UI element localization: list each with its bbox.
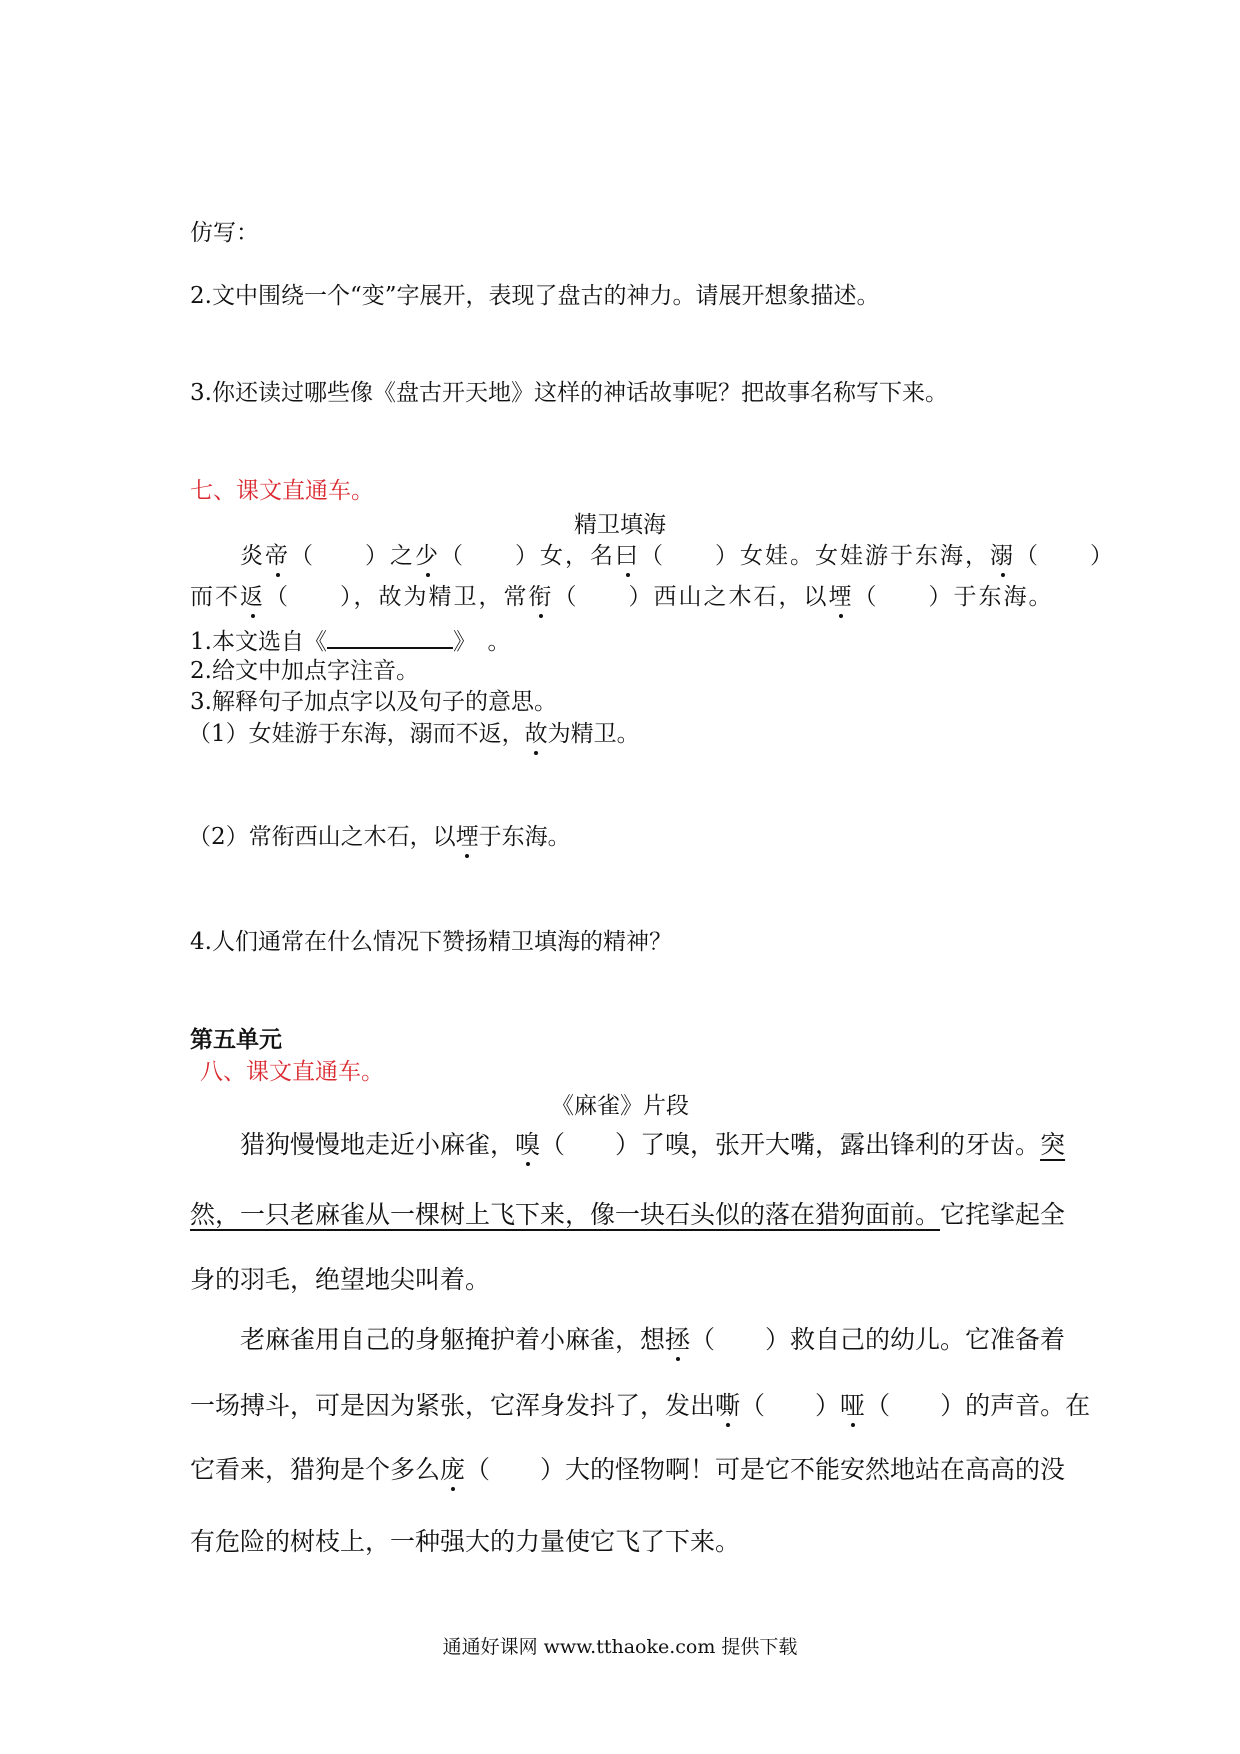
dotted-char: 拯 (665, 1325, 691, 1354)
sec7-question-3-2: （2）常衔西山之木石，以堙于东海。 (188, 824, 571, 850)
sec7-question-3-1: （1）女娃游于东海，溺而不返，故为精卫。 (188, 721, 640, 747)
section-7-title: 七、课文直通车。 (190, 478, 374, 504)
dotted-char: 故 (524, 721, 548, 747)
dotted-char: 嘶 (715, 1391, 741, 1420)
maque-p1-line-3: 身的羽毛，绝望地尖叫着。 (190, 1265, 491, 1294)
passage-title-jingwei: 精卫填海 (574, 512, 666, 538)
dotted-char: 少 (415, 543, 440, 569)
dotted-char: 曰 (615, 543, 640, 569)
sec7-question-3: 3.解释句子加点字以及句子的意思。 (190, 689, 557, 715)
maque-p2-line-2: 一场搏斗，可是因为紧张，它浑身发抖了，发出嘶（ ）哑（ ）的声音。在 (190, 1391, 1091, 1420)
maque-p1-line-2: 然，一只老麻雀从一棵树上飞下来，像一块石头似的落在猎狗面前。它挓挲起全 (190, 1200, 1066, 1229)
sec7-question-1: 1.本文选自《 》 。 (190, 625, 510, 657)
question-2: 2.文中围绕一个“变”字展开，表现了盘古的神力。请展开想象描述。 (190, 283, 880, 309)
maque-p2-line-3: 它看来，猎狗是个多么庞（ ）大的怪物啊！可是它不能安然地站在高高的没 (190, 1455, 1066, 1484)
classical-text-line-1: 炎帝（ ）之少（ ）女，名曰（ ）女娃。女娃游于东海，溺（ ） (240, 543, 1115, 569)
dotted-char: 溺 (990, 543, 1015, 569)
dotted-char: 堙 (828, 584, 854, 610)
answer-blank[interactable] (327, 625, 453, 649)
imitation-label: 仿写： (190, 220, 259, 246)
dotted-char: 庞 (440, 1455, 466, 1484)
footer-credit: 通通好课网 www.tthaoke.com 提供下载 (442, 1636, 798, 1658)
dotted-char: 堙 (455, 824, 479, 850)
passage-title-maque: 《麻雀》片段 (551, 1093, 689, 1119)
sec7-question-4: 4.人们通常在什么情况下赞扬精卫填海的精神？ (190, 929, 672, 955)
underlined-sentence: 然，一只老麻雀从一棵树上飞下来，像一块石头似的落在猎狗面前。 (190, 1200, 941, 1229)
dotted-char: 哑 (840, 1391, 866, 1420)
dotted-char: 衔 (528, 584, 554, 610)
classical-text-line-2: 而不返（ ），故为精卫，常衔（ ）西山之木石，以堙（ ）于东海。 (190, 584, 1054, 610)
dotted-char: 帝 (265, 543, 290, 569)
section-8-title: 八、课文直通车。 (200, 1059, 384, 1085)
maque-p2-line-1: 老麻雀用自己的身躯掩护着小麻雀，想拯（ ）救自己的幼儿。它准备着 (240, 1325, 1066, 1354)
maque-p2-line-4: 有危险的树枝上，一种强大的力量使它飞了下来。 (190, 1527, 741, 1556)
question-3: 3.你还读过哪些像《盘古开天地》这样的神话故事呢？把故事名称写下来。 (190, 380, 948, 406)
maque-p1-line-1: 猎狗慢慢地走近小麻雀，嗅（ ）了嗅，张开大嘴，露出锋利的牙齿。突 (240, 1130, 1066, 1159)
dotted-char: 嗅 (515, 1130, 541, 1159)
sec7-question-2: 2.给文中加点字注音。 (190, 658, 419, 684)
dotted-char: 返 (240, 584, 265, 610)
unit-5-heading: 第五单元 (190, 1026, 282, 1053)
underlined-sentence: 突 (1040, 1130, 1066, 1159)
